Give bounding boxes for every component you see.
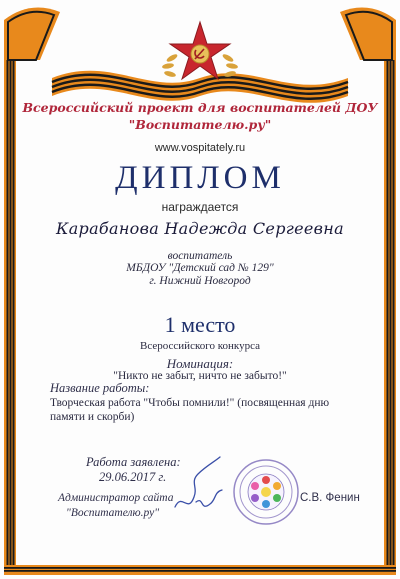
recipient-name: Карабанова Надежда Сергеевна — [56, 219, 344, 238]
nomination-value: "Никто не забыт, ничто не забыто!" — [113, 370, 287, 382]
place: 1 место — [164, 312, 236, 337]
awarded-label: награждается — [161, 200, 239, 214]
date-label: Работа заявлена: — [86, 455, 181, 469]
red-star-icon — [170, 22, 230, 79]
admin-name: С.В. Фенин — [300, 492, 360, 504]
signature-icon — [170, 452, 240, 522]
city: г. Нижний Новгород — [149, 275, 251, 287]
project-subtitle: "Воспитателю.ру" — [128, 117, 272, 132]
nomination-label: Номинация: — [166, 356, 234, 371]
site-url: www.vospitately.ru — [154, 142, 246, 154]
position: воспитатель — [167, 250, 233, 262]
work-value: Творческая работа "Чтобы помнили!" (посвященная дню памяти и скорби) — [50, 397, 330, 423]
central-ribbon — [52, 71, 348, 103]
project-title: Всероссийский проект для воспитателей ДОУ — [22, 100, 378, 115]
organization: МБДОУ "Детский сад № 129" — [126, 262, 274, 274]
work-label: Название работы: — [50, 381, 150, 395]
admin-label: Администратор сайта — [58, 492, 174, 504]
diploma-title: ДИПЛОМ — [115, 160, 285, 196]
date-value: 29.06.2017 г. — [99, 470, 167, 484]
admin-site: "Воспитателю.ру" — [66, 507, 160, 519]
contest-name: Всероссийского конкурса — [140, 340, 260, 352]
stamp-seal-icon — [232, 458, 300, 526]
